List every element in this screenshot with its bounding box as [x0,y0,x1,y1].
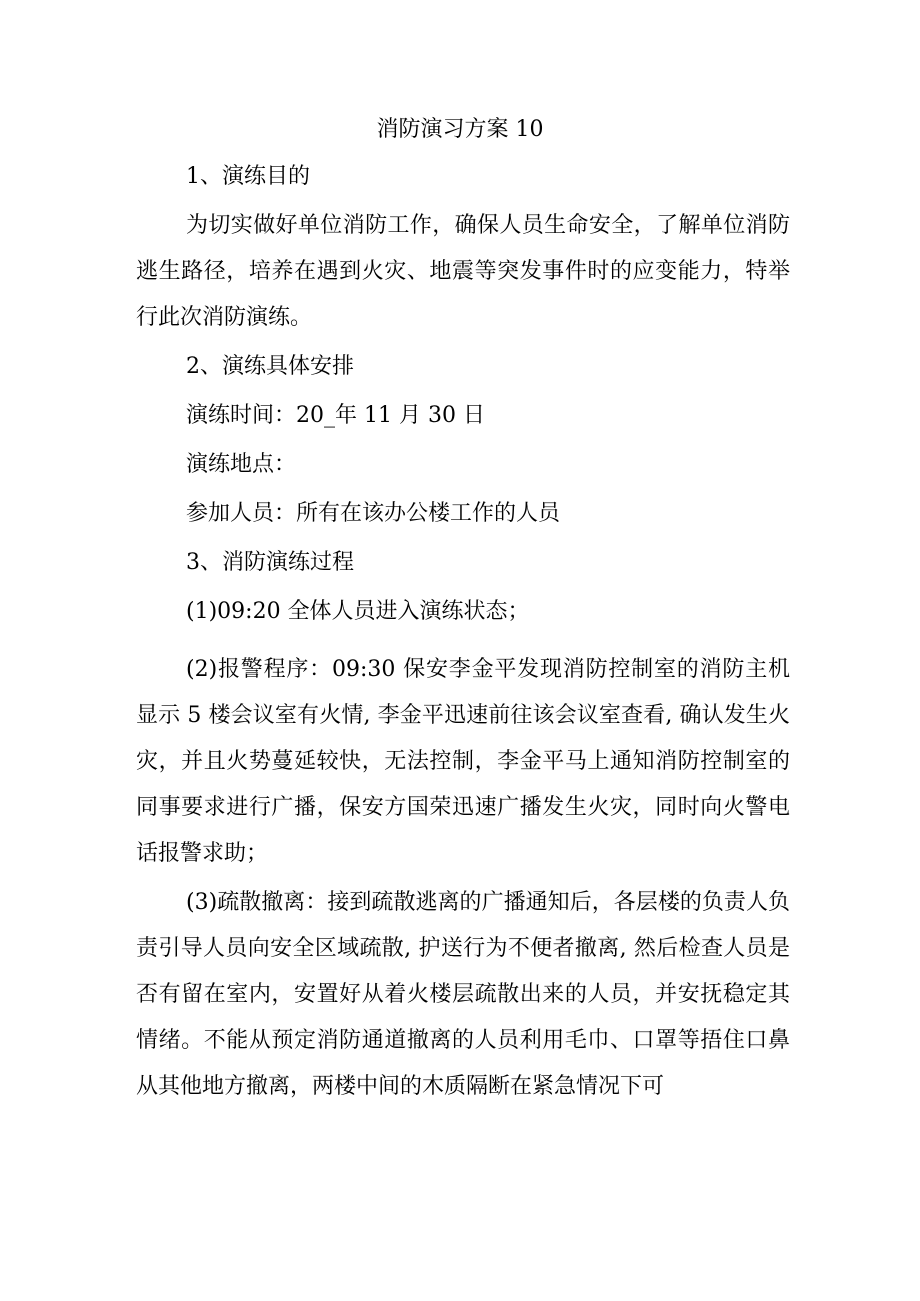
step-3-evacuation: (3)疏散撤离：接到疏散逃离的广播通知后，各层楼的负责人负责引导人员向安全区域疏散, 护送行为不便者撤离, 然后检查人员是否有留在室内，安置好从着火楼层疏散出来的人员，并安抚稳定其情绪。不能从预定消防通道撤离的人员利用毛巾、口罩等捂住口鼻从其他地方撤离，两楼中间的木质隔断在紧急情况下可 [136,890,790,1099]
paragraph-purpose: 为切实做好单位消防工作，确保人员生命安全，了解单位消防逃生路径，培养在遇到火灾、地震等突发事件时的应变能力，特举行此次消防演练。 [136,213,790,330]
drill-participants: 参加人员：所有在该办公楼工作的人员 [186,501,561,526]
step-1: (1)09:20 全体人员进入演练状态； [186,599,530,624]
document-title: 消防演习方案 10 [376,117,544,142]
drill-time: 演练时间：20_年 11 月 30 日 [186,403,485,428]
document-body [136,154,790,1110]
section-heading-3: 3、消防演练过程 [186,550,354,575]
drill-location: 演练地点： [186,452,297,477]
step-2-alarm: (2)报警程序：09:30 保安李金平发现消防控制室的消防主机显示 5 楼会议室有火情, 李金平迅速前往该会议室查看, 确认发生火灾，并且火势蔓延较快，无法控制，李金平马上通知消防控制室的同事要求进行广播，保安方国荣迅速广播发生火灾，同时向火警电话报警求助； [136,657,790,866]
section-heading-1: 1、演练目的 [186,164,310,189]
section-heading-2: 2、演练具体安排 [186,354,354,379]
